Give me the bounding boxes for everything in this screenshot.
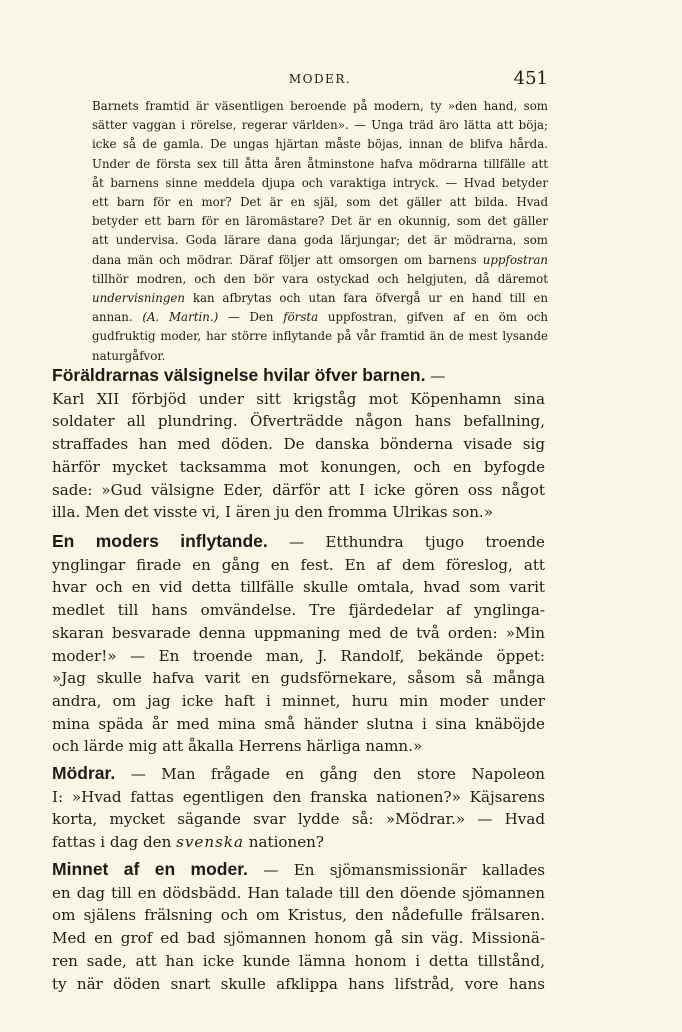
text-line: soldater all plundring. Öfverträdde någon hans befallning, [52,412,545,431]
text-line: illa. Men det visste vi, I ären ju den fromma Ulrikas son.» [52,503,493,522]
section-mothers-influence [52,530,545,758]
text-line: härför mycket tacksamma mot konungen, och en byfogde [52,457,545,476]
text-run: annan. [92,310,133,325]
text-line: andra, om jag icke haft i minnet, huru min moder under [52,691,545,710]
text-run: fattas i dag den [52,833,172,852]
text-line: ynglingar firade en gång en fest. En af dem föreslog, att [52,555,545,574]
text-line: skaran besvarade denna uppmaning med de två orden: »Min [52,623,545,642]
text-line: ty när döden snart skulle afklippa hans lifstråd, vore hans [52,974,545,993]
emphasis: undervisningen [92,291,185,306]
section-heading: Föräldrarnas välsignelse hvilar öfver barnen. [52,365,426,385]
text-line: Under de första sex till åtta åren åtminstone hafva mödrarna tillfälle att [92,156,548,171]
text-line [52,364,545,388]
text-run: — Den [227,310,274,325]
text-line: sätter vaggan i rörelse, regerar världen». — Unga träd äro lätta att böja; [92,118,548,133]
text-line: sade: »Gud välsigne Eder, därför att I icke gören oss något [52,480,545,499]
text-line [92,308,548,327]
text-line [92,251,548,270]
text-line [52,858,545,882]
intro-paragraph [92,97,548,366]
text-line: mina späda år med mina små händer slutna i sina knäböjde [52,714,545,733]
text-run: — [430,367,446,385]
page-number: 451 [513,68,548,89]
text-run: nationen? [248,833,324,852]
text-line: ren sade, att han icke kunde lämna honom i detta tillstånd, [52,951,545,970]
emphasis: uppfostran [482,252,548,267]
page-header [92,68,548,92]
author-citation: (A. Martin.) [142,310,219,325]
text-line: och lärde mig att åkalla Herrens härliga namn.» [52,737,423,756]
running-head: MODER. [288,72,352,86]
text-run: — Etthundra tjugo troende [289,533,545,551]
text-run: uppfostran, gifven af en öm och [327,310,549,325]
text-line: åt barnens sinne meddela djupa och varaktiga intryck. — Hvad betyder [92,175,548,190]
text-line: ett barn för en mor? Det är en själ, som det gäller att bilda. Hvad [92,195,548,210]
text-line: gudfruktig moder, har större inflytande på vår framtid än de mest lysande [92,329,548,344]
text-line: korta, mycket sägande svar lydde så: »Mödrar.» — Hvad [52,810,545,829]
section-heading: Minnet af en moder. [52,859,248,879]
text-line: naturgåfvor. [92,348,166,363]
text-line [92,289,548,308]
text-line: betyder ett barn för en läromästare? Det är en okunnig, som det gäller [92,214,548,229]
text-run: dana män och mödrar. Däraf följer att omsorgen om barnens [92,252,477,267]
text-line: »Jag skulle hafva varit en gudsförnekare, såsom så många [52,669,545,688]
text-run: kan afbrytas och utan fara öfvergå ur en hand till en [192,291,548,306]
text-line: moder!» — En troende man, J. Randolf, bekände öppet: [52,646,545,665]
text-line [52,762,545,786]
text-line: om själens frälsning och om Kristus, den nådefulle frälsaren. [52,906,545,925]
text-line: hvar och en vid detta tillfälle skulle omtala, hvad som varit [52,578,545,597]
text-line: Barnets framtid är väsentligen beroende på modern, ty »den hand, som [92,99,548,113]
text-line: Med en grof ed bad sjömannen honom gå sin väg. Missionä- [52,929,545,948]
text-line: medlet till hans omvändelse. Tre fjärdedelar af ynglinga- [52,601,545,620]
section-memory-of-mother [52,858,545,995]
emphasis: svenska [176,833,244,852]
section-heading: En moders inflytande. [52,531,268,551]
text-run: — En sjömansmissionär kallades [263,861,545,879]
text-line [52,831,545,854]
section-blessing [52,364,545,524]
text-line: straffades han med döden. De danska bönderna visade sig [52,435,545,454]
text-run: — Man frågade en gång den store Napoleon [130,765,545,783]
emphasis: första [283,310,319,325]
section-mothers [52,762,545,854]
text-line: Karl XII förbjöd under sitt krigståg mot Köpenhamn sina [52,389,545,408]
text-line: I: »Hvad fattas egentligen den franska nationen?» Käjsarens [52,787,545,806]
text-line: en dag till en dödsbädd. Han talade till den döende sjömannen [52,883,545,902]
text-line [52,530,545,554]
text-line: att undervisa. Goda lärare dana goda lärjungar; det är mödrarna, som [92,233,548,248]
text-line: tillhör modren, och den bör vara ostyckad och helgjuten, då däremot [92,271,548,286]
text-line: icke så de gamla. De ungas hjärtan måste böjas, innan de blifva hårda. [92,137,548,152]
section-heading: Mödrar. [52,763,116,783]
